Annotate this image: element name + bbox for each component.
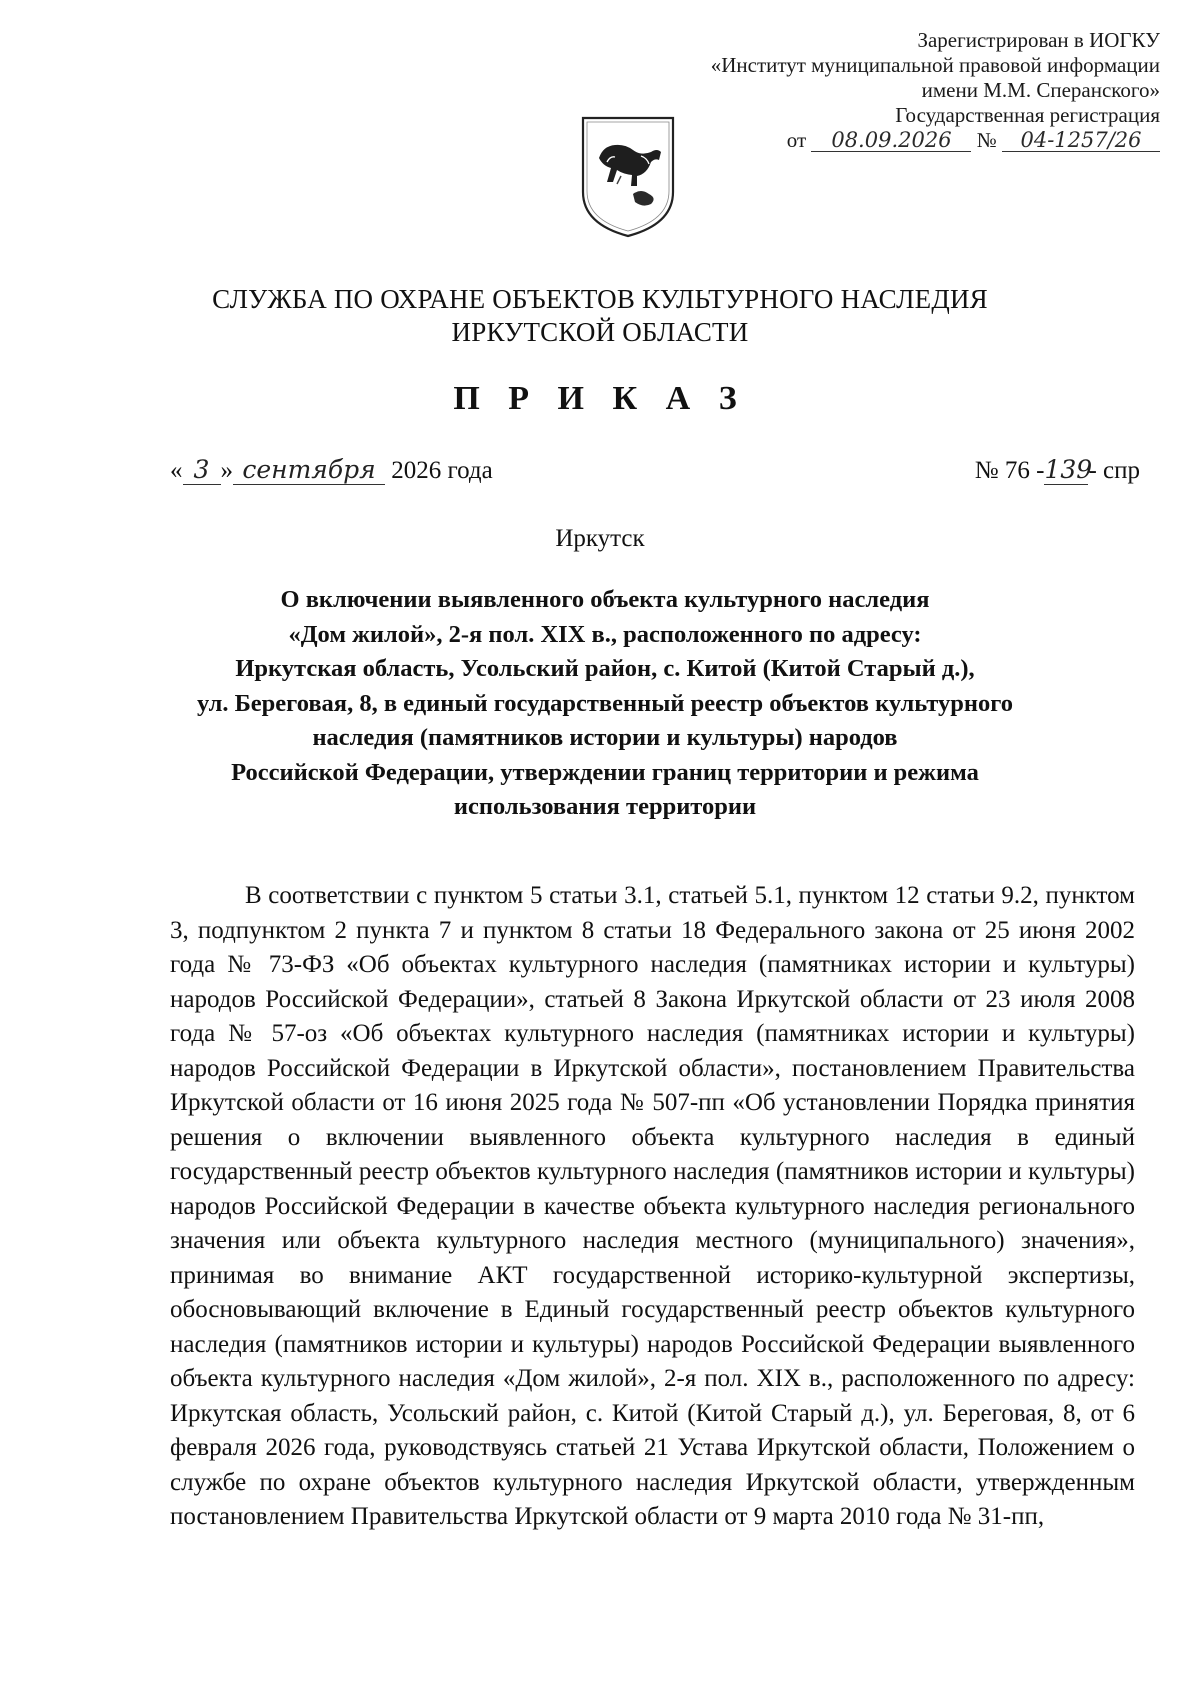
coat-of-arms-icon bbox=[577, 112, 679, 240]
body-paragraph: В соответствии с пунктом 5 статьи 3.1, статьей 5.1, пунктом 12 статьи 9.2, пунктом 3, подпунктом 2 пункта 7 и пунктом 8 статьи 18 Федерального закона от 25 июня 2002 года № 73-ФЗ «Об объектах культурного наследия (памятниках истории и культуры) народов Российской Федерации», статьей 8 Закона Иркутской области от 23 июля 2008 года № 57-оз «Об объектах культурного наследия (памятниках истории и культуры) народов Российской Федерации в Иркутской области», постановлением Правительства Иркутской области от 16 июня 2025 года № 507-пп «Об установлении Порядка принятия решения о включении выявленного объекта культурного наследия в единый государственный реестр объектов культурного наследия (памятников истории и культуры) народов Российской Федерации в качестве объекта культурного наследия регионального значения или объекта культурного наследия местного (муниципального) значения», принимая во внимание АКТ государственной историко-культурной экспертизы, обосновывающий включение в Единый государственный реестр объектов культурного наследия (памятников истории и культуры) народов Российской Федерации выявленного объекта культурного наследия «Дом жилой», 2-я пол. XIX в., расположенного по адресу: Иркутская область, Усольский район, с. Китой (Китой Старый д.), ул. Береговая, 8, от 6 февраля 2026 года, руководствуясь статьей 21 Устава Иркутской области, Положением о службе по охране объектов культурного наследия Иркутской области, утвержденным постановлением Правительства Иркутской области от 9 марта 2010 года № 31-пп, bbox=[170, 882, 1135, 1530]
stamp-date-handwritten: 08.09.2026 bbox=[811, 129, 971, 152]
stamp-line-3: имени М.М. Сперанского» bbox=[921, 78, 1160, 102]
heading-line-3: Иркутская область, Усольский район, с. Китой (Китой Старый д.), bbox=[235, 655, 975, 682]
order-number-prefix: № 76 - bbox=[974, 457, 1045, 484]
city-name: Иркутск bbox=[555, 525, 645, 552]
heading-line-4: ул. Береговая, 8, в единый государственный реестр объектов культурного bbox=[196, 689, 1014, 717]
stamp-line-2: «Институт муниципальной правовой информации bbox=[710, 53, 1160, 77]
date-open-quote: « bbox=[170, 457, 183, 484]
heading-line-1: О включении выявленного объекта культурного наследия bbox=[280, 586, 930, 613]
order-number-suffix: - спр bbox=[1088, 457, 1140, 484]
date-day-handwritten: 3 bbox=[183, 455, 221, 485]
heading-line-7: использования территории bbox=[453, 793, 757, 820]
stamp-date-prefix: от bbox=[786, 128, 807, 152]
stamp-registration-line bbox=[620, 128, 1160, 153]
order-date bbox=[170, 455, 493, 485]
heading-line-2: «Дом жилой», 2-я пол. XIX в., расположенного по адресу: bbox=[288, 620, 922, 648]
stamp-line-1: Зарегистрирован в ИОГКУ bbox=[917, 28, 1160, 52]
stamp-line-4: Государственная регистрация bbox=[895, 103, 1160, 127]
agency-name bbox=[140, 283, 1060, 349]
heading-line-5: наследия (памятников истории и культуры) народов bbox=[312, 724, 898, 751]
order-heading bbox=[160, 583, 1050, 825]
order-number-handwritten: 139 bbox=[1044, 455, 1093, 484]
document-type-title: П Р И К А З bbox=[453, 380, 747, 417]
date-year: 2026 года bbox=[391, 457, 493, 484]
agency-name-line-1: СЛУЖБА ПО ОХРАНЕ ОБЪЕКТОВ КУЛЬТУРНОГО НАСЛЕДИЯ bbox=[212, 284, 988, 314]
stamp-number-handwritten: 04-1257/26 bbox=[1002, 129, 1160, 152]
order-number bbox=[975, 455, 1140, 485]
agency-name-line-2: ИРКУТСКОЙ ОБЛАСТИ bbox=[451, 317, 749, 347]
date-month-handwritten: сентября bbox=[233, 455, 385, 485]
stamp-number-prefix: № bbox=[976, 128, 997, 152]
heading-line-6: Российской Федерации, утверждении границ территории и режима bbox=[231, 758, 979, 786]
date-close-quote: » bbox=[220, 457, 233, 484]
registration-stamp bbox=[620, 28, 1160, 153]
